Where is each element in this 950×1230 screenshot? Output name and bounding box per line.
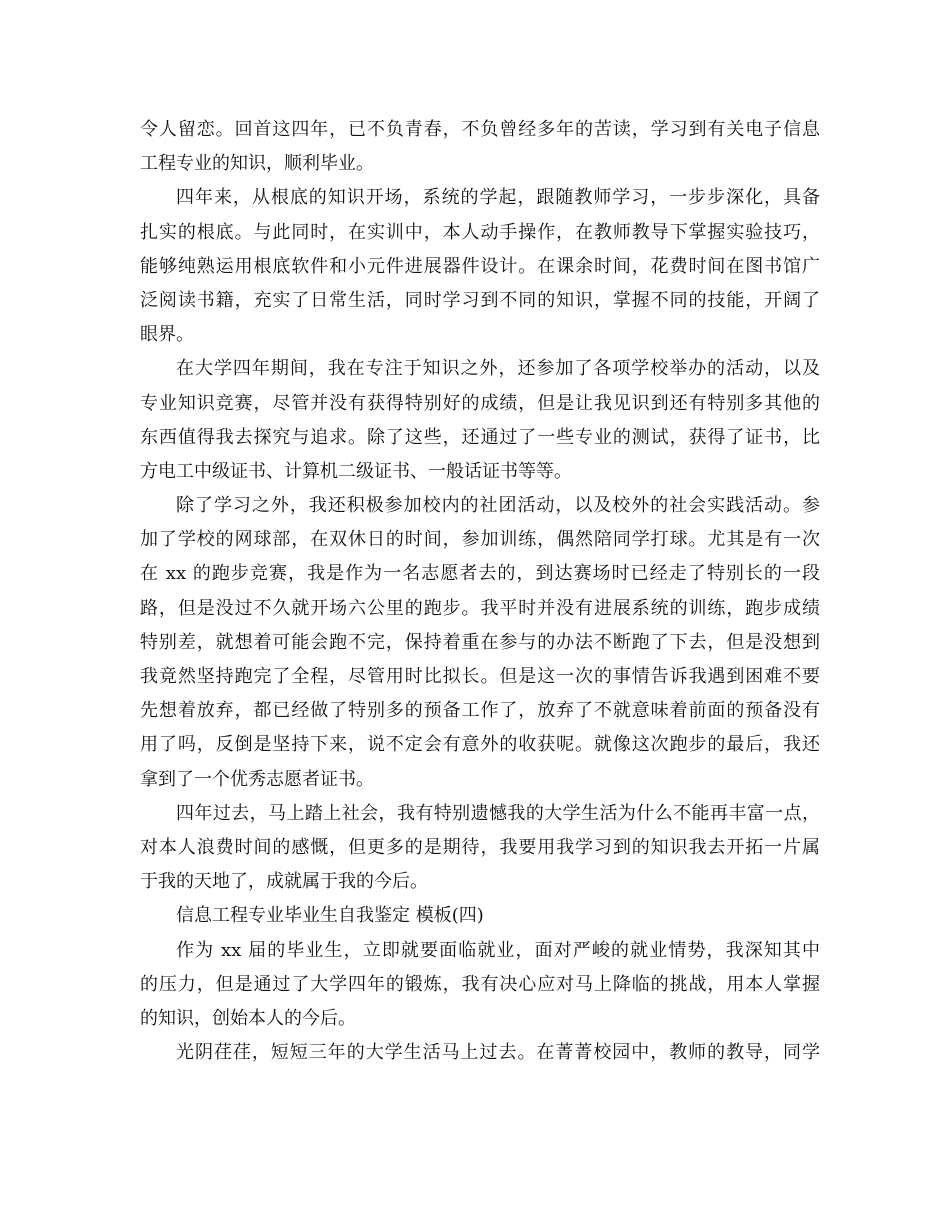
text-line: 令人留恋。回首这四年，已不负青春，不负曾经多年的苦读，学习到有关电子信息 bbox=[140, 119, 820, 140]
paragraph-first-line: 作为 xx 届的毕业生，立即就要面临就业，面对严峻的就业情势，我深知其中 bbox=[176, 939, 820, 961]
text-line: 东西值得我去探究与追求。除了这些，还通过了一些专业的测试，获得了证书，比 bbox=[140, 426, 820, 448]
paragraph-first-line: 光阴荏荏，短短三年的大学生活马上过去。在菁菁校园中，教师的教导，同学 bbox=[176, 1042, 820, 1064]
paragraph-first-line: 除了学习之外，我还积极参加校内的社团活动，以及校外的社会实践活动。参 bbox=[176, 495, 820, 517]
text-line: 的知识，创始本人的今后。 bbox=[140, 1007, 356, 1029]
text-line: 工程专业的知识，顺利毕业。 bbox=[140, 153, 374, 175]
text-line: 方电工中级证书、计算机二级证书、一般话证书等等。 bbox=[140, 460, 572, 482]
text-line: 扎实的根底。与此同时，在实训中，本人动手操作，在教师教导下掌握实验技巧， bbox=[140, 221, 820, 243]
text-line: 能够纯熟运用根底软件和小元件进展器件设计。在课余时间，花费时间在图书馆广 bbox=[140, 255, 820, 277]
text-line: 对本人浪费时间的感慨，但更多的是期待，我要用我学习到的知识我去开拓一片属 bbox=[140, 836, 820, 858]
text-line: 我竟然坚持跑完了全程，尽管用时比拟长。但是这一次的事情告诉我遇到困难不要 bbox=[140, 666, 820, 687]
section-heading: 信息工程专业毕业生自我鉴定 模板(四) bbox=[176, 905, 484, 927]
text-line: 眼界。 bbox=[140, 324, 194, 346]
paragraph-first-line: 四年过去，马上踏上社会，我有特别遗憾我的大学生活为什么不能再丰富一点， bbox=[176, 802, 820, 824]
paragraph-first-line: 在大学四年期间，我在专注于知识之外，还参加了各项学校举办的活动，以及 bbox=[176, 358, 820, 380]
text-line: 泛阅读书籍，充实了日常生活，同时学习到不同的知识，掌握不同的技能，开阔了 bbox=[140, 289, 820, 311]
document-body bbox=[140, 113, 820, 1070]
text-line: 先想着放弃，都已经做了特别多的预备工作了，放弃了不就意味着前面的预备没有 bbox=[140, 700, 820, 722]
text-line: 于我的天地了，成就属于我的今后。 bbox=[140, 871, 428, 893]
text-line: 在 xx 的跑步竞赛，我是作为一名志愿者去的，到达赛场时已经走了特别长的一段 bbox=[140, 563, 820, 585]
paragraph-first-line: 四年来，从根底的知识开场，系统的学起，跟随教师学习，一步步深化，具备 bbox=[176, 187, 820, 209]
text-line: 用了吗，反倒是坚持下来，说不定会有意外的收获呢。就像这次跑步的最后，我还 bbox=[140, 734, 820, 756]
text-line: 路，但是没过不久就开场六公里的跑步。我平时并没有进展系统的训练，跑步成绩 bbox=[140, 597, 820, 619]
text-line: 的压力，但是通过了大学四年的锻炼，我有决心应对马上降临的挑战，用本人掌握 bbox=[140, 973, 820, 995]
text-line: 加了学校的网球部，在双休日的时间，参加训练，偶然陪同学打球。尤其是有一次 bbox=[140, 529, 820, 551]
text-line: 专业知识竞赛，尽管并没有获得特别好的成绩，但是让我见识到还有特别多其他的 bbox=[140, 392, 820, 414]
text-line: 拿到了一个优秀志愿者证书。 bbox=[140, 768, 374, 790]
text-line: 特别差，就想着可能会跑不完，保持着重在参与的办法不断跑了下去，但是没想到 bbox=[140, 631, 820, 653]
